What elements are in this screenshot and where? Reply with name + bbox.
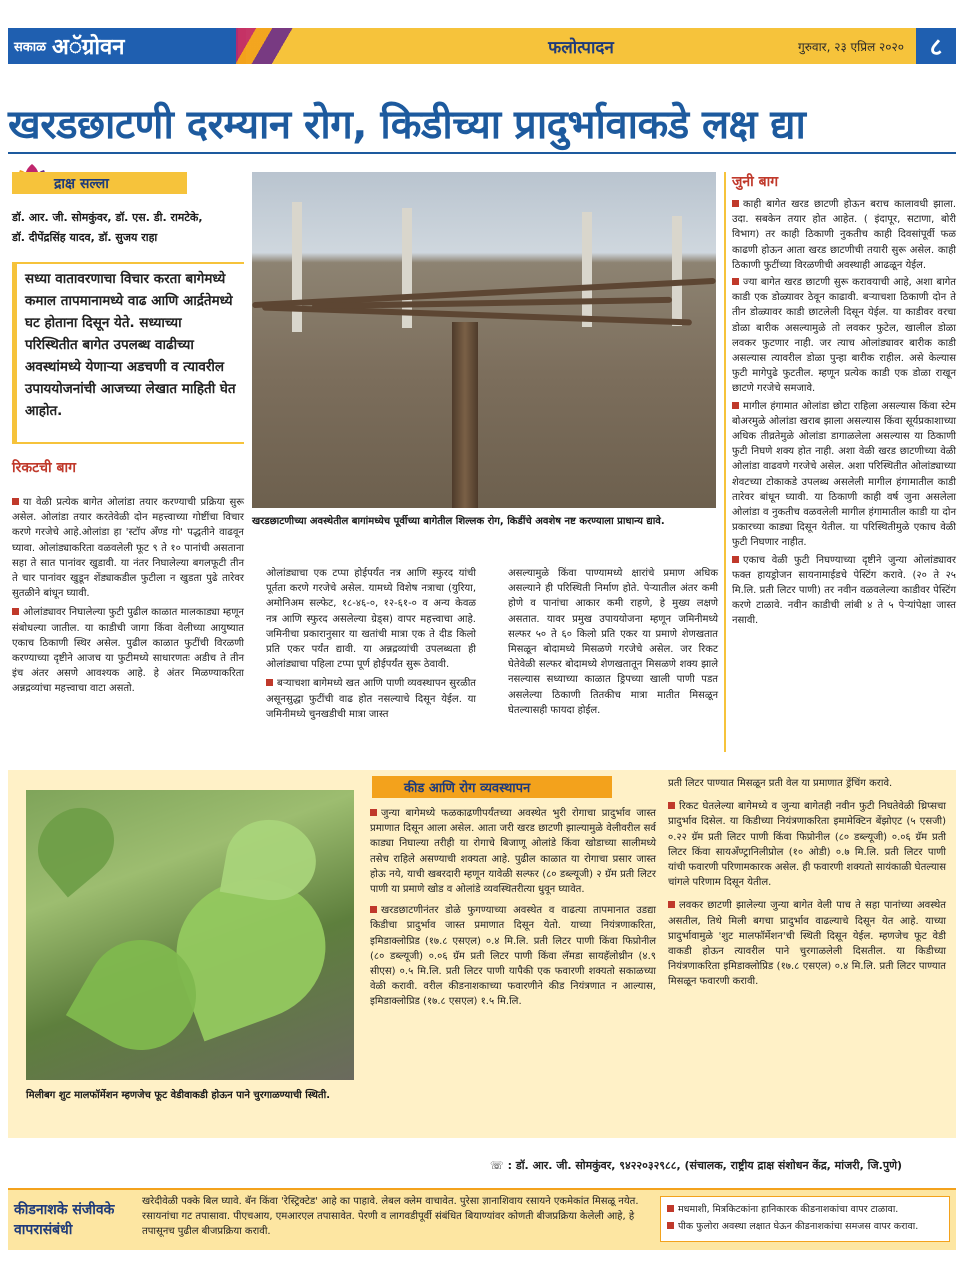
col2-para-1: ओलांड्याचा एक टप्पा होईपर्यंत नत्र आणि स्फुरद यांची पूर्तता करणे गरजेचे असेल. यामध्ये विशेष नत्राचा (युरिया, अमोनिअम सल्फेट, १८-४६-०, १२-६१-० व अन्य केवळ नत्र आणि स्फुरद असलेल्या ग्रेड्स) वापर महत्त्वाचा आहे. जमिनीचा प्रकारानुसार या खतांची मात्रा एक ते दीड किलो प्रति एकर पर्यंत द्यावी. या अन्नद्रव्यांची उपलब्धता ही ओलांड्याचा पहिला टप्पा पूर्ण होईपर्यंत सुरू ठेवावी.: [266, 568, 476, 671]
bullet-icon: [12, 608, 19, 615]
brand-small: सकाळ: [14, 40, 47, 55]
section-bar: [246, 28, 916, 64]
pest-box-title: कीड आणि रोग व्यवस्थापन: [372, 776, 612, 798]
bullet-icon: [12, 498, 19, 505]
authors-line-1: डॉ. आर. जी. सोमकुंवर, डॉ. एस. डी. रामटेके,: [12, 211, 203, 224]
bullet-icon: [370, 809, 377, 816]
column-2: [266, 566, 476, 722]
intro-text: सध्या वातावरणाचा विचार करता बागेमध्ये कमाल तापमानामध्ये वाढ आणि आर्द्रतेमध्ये घट होताना दिसून येते. सध्याच्या परिस्थितीत बागेत उपलब्ध वाढीच्या अवस्थांमध्ये येणाऱ्या अडचणी व त्यावरील उपाययोजनांची आजच्या लेखात माहिती घेत आहोत.: [25, 271, 236, 419]
bullet-icon: [266, 679, 273, 686]
photo-top-caption: खरडछाटणीच्या अवस्थेतील बागांमध्येच पूर्वीच्या बागेतील शिल्लक रोग, किडींचे अवशेष नष्ट करण्याला प्राधान्य द्यावे.: [252, 516, 665, 527]
swirl-decoration-icon: [236, 28, 296, 64]
brand-block: [8, 28, 238, 64]
old-para-4: एकाच वेळी फुटी निघण्याच्या दृष्टीने जुन्या ओलांड्यावर फक्त हायड्रोजन सायनामाईडचे पेस्टिंग करावे. (२० ते २५ मि.लि. प्रती लिटर पाणी) तर नवीन वळवलेल्या काडीवर पेस्टिंग करणे टाळावे. नवीन काडीची लांबी ४ ते ५ पेऱ्यांपेक्षा जास्त नसावी.: [732, 554, 956, 627]
pest-para-3: प्रती लिटर पाण्यात मिसळून प्रती वेल या प्रमाणात ड्रेंचिंग करावे.: [668, 778, 893, 789]
bullet-icon: [732, 402, 739, 409]
column-rule: [724, 172, 726, 752]
footer-notes: [660, 1196, 950, 1242]
old-para-1: काही बागेत खरड छाटणी होऊन बराच कालावधी झाला. उदा. सबकेन तयार होत आहेत. ( इंदापूर, सटाणा, बोरी विभाग) तर काही ठिकाणी नुकतीच काही दिवसांपूर्वी फळ काढणी होऊन आता खरड छाटणीची तयारी सुरू असेल. काही ठिकाणी फुटींच्या विरळणीची अवस्थाही आढळून येईल.: [732, 199, 956, 271]
section-name: फलोत्पादन: [548, 37, 614, 58]
old-para-2: ज्या बागेत खरड छाटणी सुरू करावयाची आहे, अशा बागेत काडी एक डोळ्यावर ठेवून काढावी. बऱ्याचशा ठिकाणी दोन ते तीन डोळ्यावर काडी छाटलेली दिसून येईल. या काडीवर वरचा डोळा बारीक असल्यामुळे तो लवकर फुटेल, खालील डोळा लवकर फुटणार नाही. जर त्याच ओलांड्यावर बारीक काडी असल्यास त्यावरील डोळा पुन्हा बारीक राहील. असे केल्यास फुटी मागेपुढे फुटतील. म्हणून प्रत्येक काडी एक डोळा राखून छाटणे गरजेचे समजावे.: [732, 277, 956, 395]
footer-note-2: पीक फुलोरा अवस्था लक्षात घेऊन कीडनाशकांचा समजस वापर करावा.: [667, 1218, 943, 1235]
pest-para-1: जुन्या बागेमध्ये फळकाढणीपर्यंतच्या अवस्थेत भुरी रोगाचा प्रादुर्भाव जास्त प्रमाणात दिसून आला असेल. आता जरी खरड छाटणी झाल्यामुळे वेलीवरील सर्व काड्या निघाल्या तरीही या रोगाचे बिजाणू ओलांडे किंवा खोडाच्या सालीमध्ये तसेच राहिले असण्याची शक्यता आहे. पुढील काळात या रोगाचा प्रसार जास्त होऊ नये, याची खबरदारी म्हणून यावेळी सल्फर (८० डब्ल्यूजी) २ ग्रॅम प्रती लिटर पाणी या प्रमाणे खोड व ओलांडे व्यवस्थितरीत्या धुवून घ्यावेत.: [370, 808, 656, 896]
vineyard-photo: [252, 172, 716, 508]
intro-box: [12, 262, 244, 444]
bullet-icon: [667, 1222, 674, 1229]
phone-icon: ☏: [490, 1159, 508, 1172]
brand-logo: अॅग्रोवन: [52, 35, 125, 60]
old-para-3: मागील हंगामात ओलांडा छोटा राहिला असल्यास किंवा स्टेम बोअरमुळे ओलांडा खराब झाला असल्यास किंवा सूर्यप्रकाशाच्या अधिक तीव्रतेमुळे ओलांडा डागाळलेला असल्यास या ठिकाणी फुटी निघणे शक्य होत नाही. अशा वेळी खरड छाटणीच्या वेळी ओलांडा वाढवणे गरजेचे असेल. अशा परिस्थितीत ओलांड्याच्या शेवटच्या टोकाकडे उपलब्ध असलेली मागील हंगामातील काडी तारेवर बांधून घ्यावी. या ठिकाणी काही वर्ष जुना असलेला ओलांडा व नुकतीच वळवलेली मागील हंगामातील काडी या दोन प्रकारच्या काड्या दिसून येतील. या परिस्थितीमुळे एकाच वेळी फुटी निघणार नाहीत.: [732, 400, 956, 549]
bullet-icon: [732, 278, 739, 285]
col1-para-1: या वेळी प्रत्येक बागेत ओलांडा तयार करण्याची प्रक्रिया सुरू असेल. ओलांडा तयार करतेवेळी दोन महत्त्वाच्या गोष्टींचा विचार करणे गरजेचे आहे.ओलांडा हा 'स्टॉप अँण्ड गो' पद्धतीने वाढवून घ्यावा. ओलांड्याकरिता वळवलेली फूट ९ ते १० पानांची असताना सहा ते सात पानांवर खुडावी. या नंतर निघालेल्या बगलफूटी तीन ते चार पानांवर खुडून शेंड्याकडील फुटीला न खुडता पुढे तारेवर सुतळीने बांधून घ्यावी.: [12, 497, 244, 600]
col3-para: असल्यामुळे किंवा पाण्यामध्ये क्षारांचे प्रमाण अधिक असल्याने ही परिस्थिती निर्माण होते. पेऱ्यातील अंतर कमी होणे व पानांचा आकार कमी राहणे, हे मुख्य लक्षणे असतात. यावर प्रमुख उपाययोजना म्हणून जमिनीमध्ये सल्फर ५० ते ६० किलो प्रति एकर या प्रमाणे शेणखतात मिसळून बोदामध्ये मिसळणे गरजेचे असेल. जर रिकट घेतेवेळी सल्फर बोदामध्ये शेणखतातून मिसळणे शक्य झाले नसल्यास सध्याच्या काळात ड्रिपच्या खाली पाणी पडत असलेल्या ठिकाणी तितकीच मात्रा मातीत मिसळून घेतल्यासही फायदा होईल.: [508, 568, 718, 716]
footer-text: खरेदीवेळी पक्के बिल घ्यावे. बॅन किंवा 'रेस्ट्रिक्टेड' आहे का पाहावे. लेबल क्लेम वाचावेत. पुरेसा ज्ञानाशिवाय रसायने एकमेकांत मिसळू नयेत. रसायनांचा गट तपासावा. पीएचआय, एमआरएल तपासावेत. पेरणी व लागवडीपूर्वी संबंधित बियाण्यांवर कोणती बीजप्रक्रिया केलेली आहे, हे तपासूनच पुढील बीजप्रक्रिया करावी.: [142, 1196, 639, 1237]
pest-column-1: [370, 806, 656, 1010]
column-1: [12, 458, 244, 697]
bullet-icon: [732, 200, 739, 207]
photo-bottom-caption: मिलीबग शुट मालफॉर्मेशन म्हणजेच फूट वेडीवाकडी होऊन पाने चुरगाळण्याची स्थिती.: [26, 1090, 331, 1101]
issue-date: गुरुवार, २३ एप्रिल २०२०: [797, 39, 904, 54]
author-contact: ☏ : डॉ. आर. जी. सोमकुंवर, ९४२२०३२९८८, (संचालक, राष्ट्रीय द्राक्ष संशोधन केंद्र, मांजरी, जि.पुणे): [490, 1159, 903, 1172]
column-old-vineyard: [732, 172, 956, 629]
column-tag: द्राक्ष सल्ला: [12, 172, 187, 194]
bullet-icon: [667, 1205, 674, 1212]
headline: खरडछाटणी दरम्यान रोग, किडीच्या प्रादुर्भावाकडे लक्ष द्या: [8, 102, 806, 148]
authors: [12, 208, 244, 248]
col2-para-2: बऱ्याचशा बागेमध्ये खत आणि पाणी व्यवस्थापन सुरळीत असूनसुद्धा फुटींची वाढ होत नसल्याचे दिसून येईल. या जमिनीमध्ये चुनखडीची मात्रा जास्त: [266, 678, 476, 720]
pest-column-2: [668, 776, 946, 990]
pest-para-2: खरडछाटणीनंतर डोळे फुगण्याच्या अवस्थेत व वाढत्या तापमानात उडद्या किडीचा प्रादुर्भाव जास्त प्रमाणात दिसून येतो. याच्या नियंत्रणाकरिता, इमिडाक्लोप्रिड (१७.८ एसएल) ०.४ मि.लि. प्रती लिटर पाणी किंवा फिप्रोनील (८० डब्ल्यूजी) ०.०६ ग्रॅम प्रती लिटर पाणी किंवा लॅमडा सायहॅलोथ्रीन (४.९ सीएस) ०.५ मि.लि. प्रती लिटर पाणी यापैकी एक फवारणी शक्यतो सकाळच्या वेळी करावी. वरील कीडनाशकाच्या फवारणीने कीड नियंत्रणात न आल्यास, इमिडाक्लोप्रिड (१७.८ एसएल) १.५ मि.लि.: [370, 905, 656, 1008]
section-title-new-vineyard: रिकटची बाग: [12, 460, 77, 476]
column-3: [508, 566, 718, 718]
footer-note-1: मधमाशी, मित्रकिटकांना हानिकारक कीडनाशकांचा वापर टाळावा.: [667, 1201, 943, 1218]
grape-shoot-photo: [26, 790, 354, 1080]
masthead: [8, 28, 956, 64]
authors-line-2: डॉ. दीपेंद्रसिंह यादव, डॉ. सुजय राहा: [12, 231, 158, 244]
bullet-icon: [668, 901, 675, 908]
page-number: ८: [916, 28, 956, 64]
bullet-icon: [668, 802, 675, 809]
pest-para-4: रिकट घेतलेल्या बागेमध्ये व जुन्या बागेतही नवीन फुटी निघतेवेळी थ्रिप्सचा प्रादुर्भाव दिसेल. या किडीच्या नियंत्रणाकरिता इमामेक्टिन बेंझोएट (५ एसजी) ०.२२ ग्रॅम प्रती लिटर पाणी किंवा फिप्रोनील (८० डब्ल्यूजी) ०.०६ ग्रॅम प्रती लिटर किंवा सायअँण्ट्रानिलीप्रोल (१० ओडी) ०.७ मि.लि. प्रती लिटर पाणी यांची फवारणी परिणामकारक असेल. ही फवारणी शक्यतो सायंकाळी घेतल्यास चांगले परिणाम दिसून येतील.: [668, 801, 946, 889]
footer-title: कीडनाशके संजीवके वापरासंबंधी: [14, 1202, 115, 1238]
bullet-icon: [732, 556, 739, 563]
col1-para-2: ओलांड्यावर निघालेल्या फुटी पुढील काळात मालकाड्या म्हणून संबोधल्या जातील. या काडीची जागा किंवा वेलीच्या आयुष्यात एकाच ठिकाणी स्थिर असेल. पुढील काळात फुटींची विरळणी करण्याच्या दृष्टीने आजच या फुटीमध्ये साधारणतः अडीच ते तीन इंच अंतर असणे आवश्यक आहे. हे अंतर मिळण्याकरिता अन्नद्रव्यांचा महत्त्वाचा वाटा असतो.: [12, 607, 244, 695]
section-title-old-vineyard: जुनी बाग: [732, 174, 779, 190]
bullet-icon: [370, 906, 377, 913]
pest-para-5: लवकर छाटणी झालेल्या जुन्या बागेत वेली पाच ते सहा पानांच्या अवस्थेत असतील, तिथे मिली बगचा प्रादुर्भाव वाढल्याचे दिसून येत आहे. याच्या प्रादुर्भावामुळे 'शुट मालफॉर्मेशन'ची स्थिती दिसून येईल. म्हणजेच फूट वेडी वाकडी होऊन त्यावरील पाने चुरगाळलेली दिसतील. या किडीच्या नियंत्रणाकरिता इमिडाक्लोप्रिड (१७.८ एसएल) ०.४ मि.लि. प्रती लिटर पाण्यात मिसळून फवारणी करावी.: [668, 900, 946, 988]
headline-rule: [8, 152, 956, 154]
